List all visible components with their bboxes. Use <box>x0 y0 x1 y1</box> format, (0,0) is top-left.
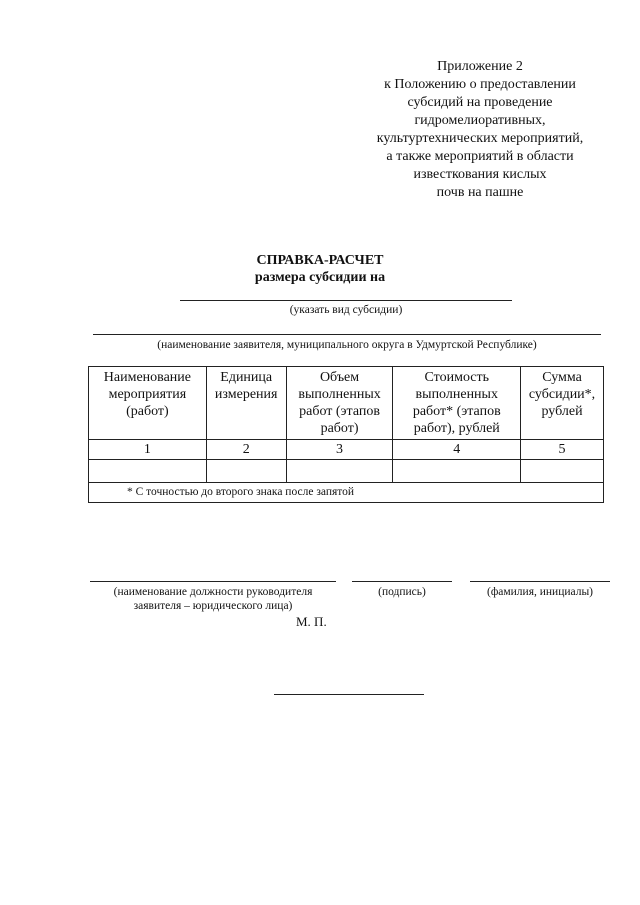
signature-caption: (подпись) <box>378 586 426 598</box>
appendix-line: гидромелиоративных, <box>414 113 546 128</box>
title-line-2: размера субсидии на <box>254 270 386 285</box>
header-activity-name: Наименование мероприятия (работ) <box>89 367 207 440</box>
position-caption-1: (наименование должности руководителя <box>113 586 313 598</box>
stamp-placeholder: М. П. <box>296 614 327 629</box>
appendix-line: субсидий на проведение <box>407 95 553 110</box>
table-cell[interactable] <box>89 460 207 483</box>
bottom-separator-line <box>274 694 424 695</box>
applicant-line[interactable] <box>93 334 601 335</box>
table-footnote: * С точностью до второго знака после запятой <box>89 483 604 503</box>
position-line[interactable] <box>90 581 336 582</box>
name-line[interactable] <box>470 581 610 582</box>
appendix-line: к Положению о предоставлении <box>384 77 576 92</box>
table-cell[interactable] <box>393 460 521 483</box>
appendix-line: почв на пашне <box>436 185 524 200</box>
appendix-line: известкования кислых <box>413 167 547 182</box>
table-row <box>89 460 604 483</box>
applicant-caption: (наименование заявителя, муниципального округа в Удмуртской Республике) <box>157 339 537 351</box>
column-number: 2 <box>206 440 286 460</box>
column-number: 1 <box>89 440 207 460</box>
table-cell[interactable] <box>206 460 286 483</box>
header-work-cost: Стоимость выполненных работ* (этапов работ), рублей <box>393 367 521 440</box>
appendix-line: а также мероприятий в области <box>386 149 574 164</box>
signature-line[interactable] <box>352 581 452 582</box>
calculation-table <box>88 366 604 503</box>
position-caption-2: заявителя – юридического лица) <box>133 600 293 612</box>
appendix-line: культуртехнических мероприятий, <box>376 131 584 146</box>
appendix-header <box>360 58 600 202</box>
column-number: 5 <box>521 440 604 460</box>
header-subsidy-amount: Сумма субсидии*, рублей <box>521 367 604 440</box>
table-cell[interactable] <box>286 460 393 483</box>
title-line-1: СПРАВКА-РАСЧЕТ <box>256 253 384 268</box>
header-work-volume: Объем выполненных работ (этапов работ) <box>286 367 393 440</box>
document-title <box>0 252 640 286</box>
subsidy-type-caption: (указать вид субсидии) <box>289 304 403 316</box>
name-caption: (фамилия, инициалы) <box>486 586 594 598</box>
subsidy-type-line[interactable] <box>180 300 512 301</box>
table-number-row <box>89 440 604 460</box>
table-cell[interactable] <box>521 460 604 483</box>
header-unit: Единица измерения <box>206 367 286 440</box>
column-number: 4 <box>393 440 521 460</box>
table-header-row <box>89 367 604 440</box>
column-number: 3 <box>286 440 393 460</box>
table-footnote-row <box>89 483 604 503</box>
appendix-line: Приложение 2 <box>437 59 523 74</box>
